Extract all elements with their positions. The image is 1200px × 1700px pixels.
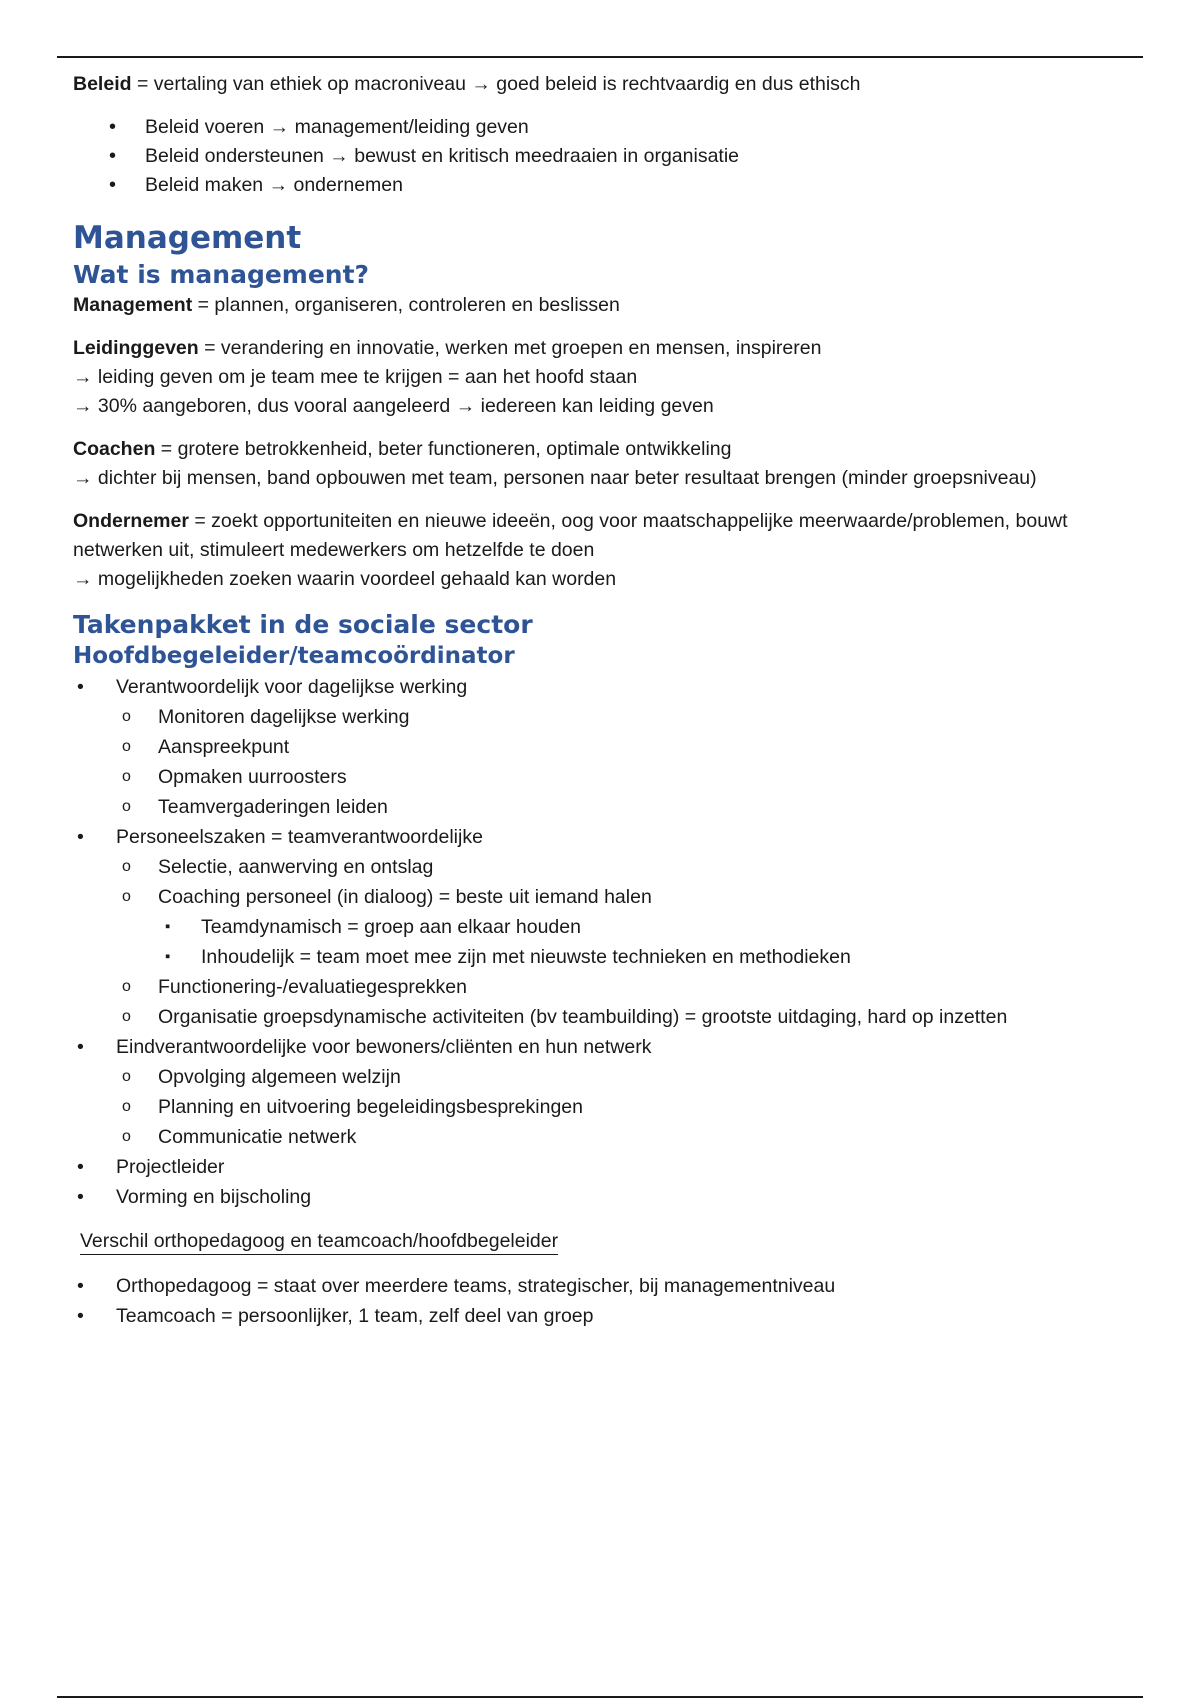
list-item: • Beleid voeren → management/leiding geven (73, 113, 1133, 142)
list-item: • Eindverantwoordelijke voor bewoners/cliënten en hun netwerk (73, 1032, 1133, 1062)
list-item: o Functionering-/evaluatiegesprekken (73, 972, 1133, 1002)
definition-ondernemer (73, 507, 1133, 594)
list-item: o Aanspreekpunt (73, 732, 1133, 762)
list-item: o Planning en uitvoering begeleidingsbesprekingen (73, 1092, 1133, 1122)
heading-hoofdbegeleider: Hoofdbegeleider/teamcoördinator (73, 643, 515, 669)
definition-line: → dichter bij mensen, band opbouwen met team, personen naar beter resultaat brengen (minder groepsniveau) (73, 467, 1037, 489)
list-item: o Communicatie netwerk (73, 1122, 1133, 1152)
list-item: ▪ Teamdynamisch = groep aan elkaar houden (73, 912, 1133, 942)
definition-text: = zoekt opportuniteiten en nieuwe ideeën, oog voor maatschappelijke meerwaarde/problemen, bouwt netwerken uit, stimuleert medewerkers om hetzelfde te doen (73, 510, 1068, 561)
beleid-definition (73, 70, 1133, 99)
list-item: o Opvolging algemeen welzijn (73, 1062, 1133, 1092)
definition-text: = grotere betrokkenheid, beter functioneren, optimale ontwikkeling (155, 438, 732, 460)
verschil-title: Verschil orthopedagoog en teamcoach/hoofdbegeleider (80, 1228, 558, 1255)
list-item: • Personeelszaken = teamverantwoordelijke (73, 822, 1133, 852)
task-list (73, 672, 1133, 1212)
document-page (73, 70, 1133, 1331)
list-item: o Organisatie groepsdynamische activiteiten (bv teambuilding) = grootste uitdaging, hard op inzetten (73, 1002, 1133, 1032)
definition-management (73, 291, 1133, 320)
definition-line: → mogelijkheden zoeken waarin voordeel gehaald kan worden (73, 568, 617, 590)
definition-coachen (73, 435, 1133, 493)
list-item: o Teamvergaderingen leiden (73, 792, 1133, 822)
definition-line: → leiding geven om je team mee te krijgen = aan het hoofd staan (73, 366, 638, 388)
beleid-term: Beleid (73, 73, 132, 95)
beleid-list (73, 113, 1133, 200)
definition-text: = plannen, organiseren, controleren en beslissen (192, 294, 620, 316)
term: Coachen (73, 438, 156, 460)
term: Management (73, 294, 193, 316)
list-item: • Projectleider (73, 1152, 1133, 1182)
header-rule (57, 56, 1143, 58)
list-item: • Orthopedagoog = staat over meerdere teams, strategischer, bij managementniveau (73, 1271, 1133, 1301)
list-item: ▪ Inhoudelijk = team moet mee zijn met nieuwste technieken en methodieken (73, 942, 1133, 972)
verschil-list (73, 1271, 1133, 1331)
list-item: • Vorming en bijscholing (73, 1182, 1133, 1212)
list-item: o Selectie, aanwerving en ontslag (73, 852, 1133, 882)
definition-text: = verandering en innovatie, werken met groepen en mensen, inspireren (198, 337, 822, 359)
list-item: • Teamcoach = persoonlijker, 1 team, zelf deel van groep (73, 1301, 1133, 1331)
list-item: • Verantwoordelijk voor dagelijkse werking (73, 672, 1133, 702)
definition-line: → 30% aangeboren, dus vooral aangeleerd → iedereen kan leiding geven (73, 395, 714, 417)
beleid-def: = vertaling van ethiek op macroniveau → goed beleid is rechtvaardig en dus ethisch (131, 73, 861, 95)
list-item: o Coaching personeel (in dialoog) = beste uit iemand halen (73, 882, 1133, 912)
list-item: • Beleid ondersteunen → bewust en kritisch meedraaien in organisatie (73, 142, 1133, 171)
list-item: o Monitoren dagelijkse werking (73, 702, 1133, 732)
heading-management: Management (73, 220, 302, 256)
footer-rule (57, 1696, 1143, 1698)
term: Leidinggeven (73, 337, 199, 359)
list-item: • Beleid maken → ondernemen (73, 171, 1133, 200)
list-item: o Opmaken uurroosters (73, 762, 1133, 792)
heading-takenpakket: Takenpakket in de sociale sector (73, 610, 533, 639)
definition-leidinggeven (73, 334, 1133, 421)
term: Ondernemer (73, 510, 189, 532)
heading-wat-is-management: Wat is management? (73, 260, 370, 289)
